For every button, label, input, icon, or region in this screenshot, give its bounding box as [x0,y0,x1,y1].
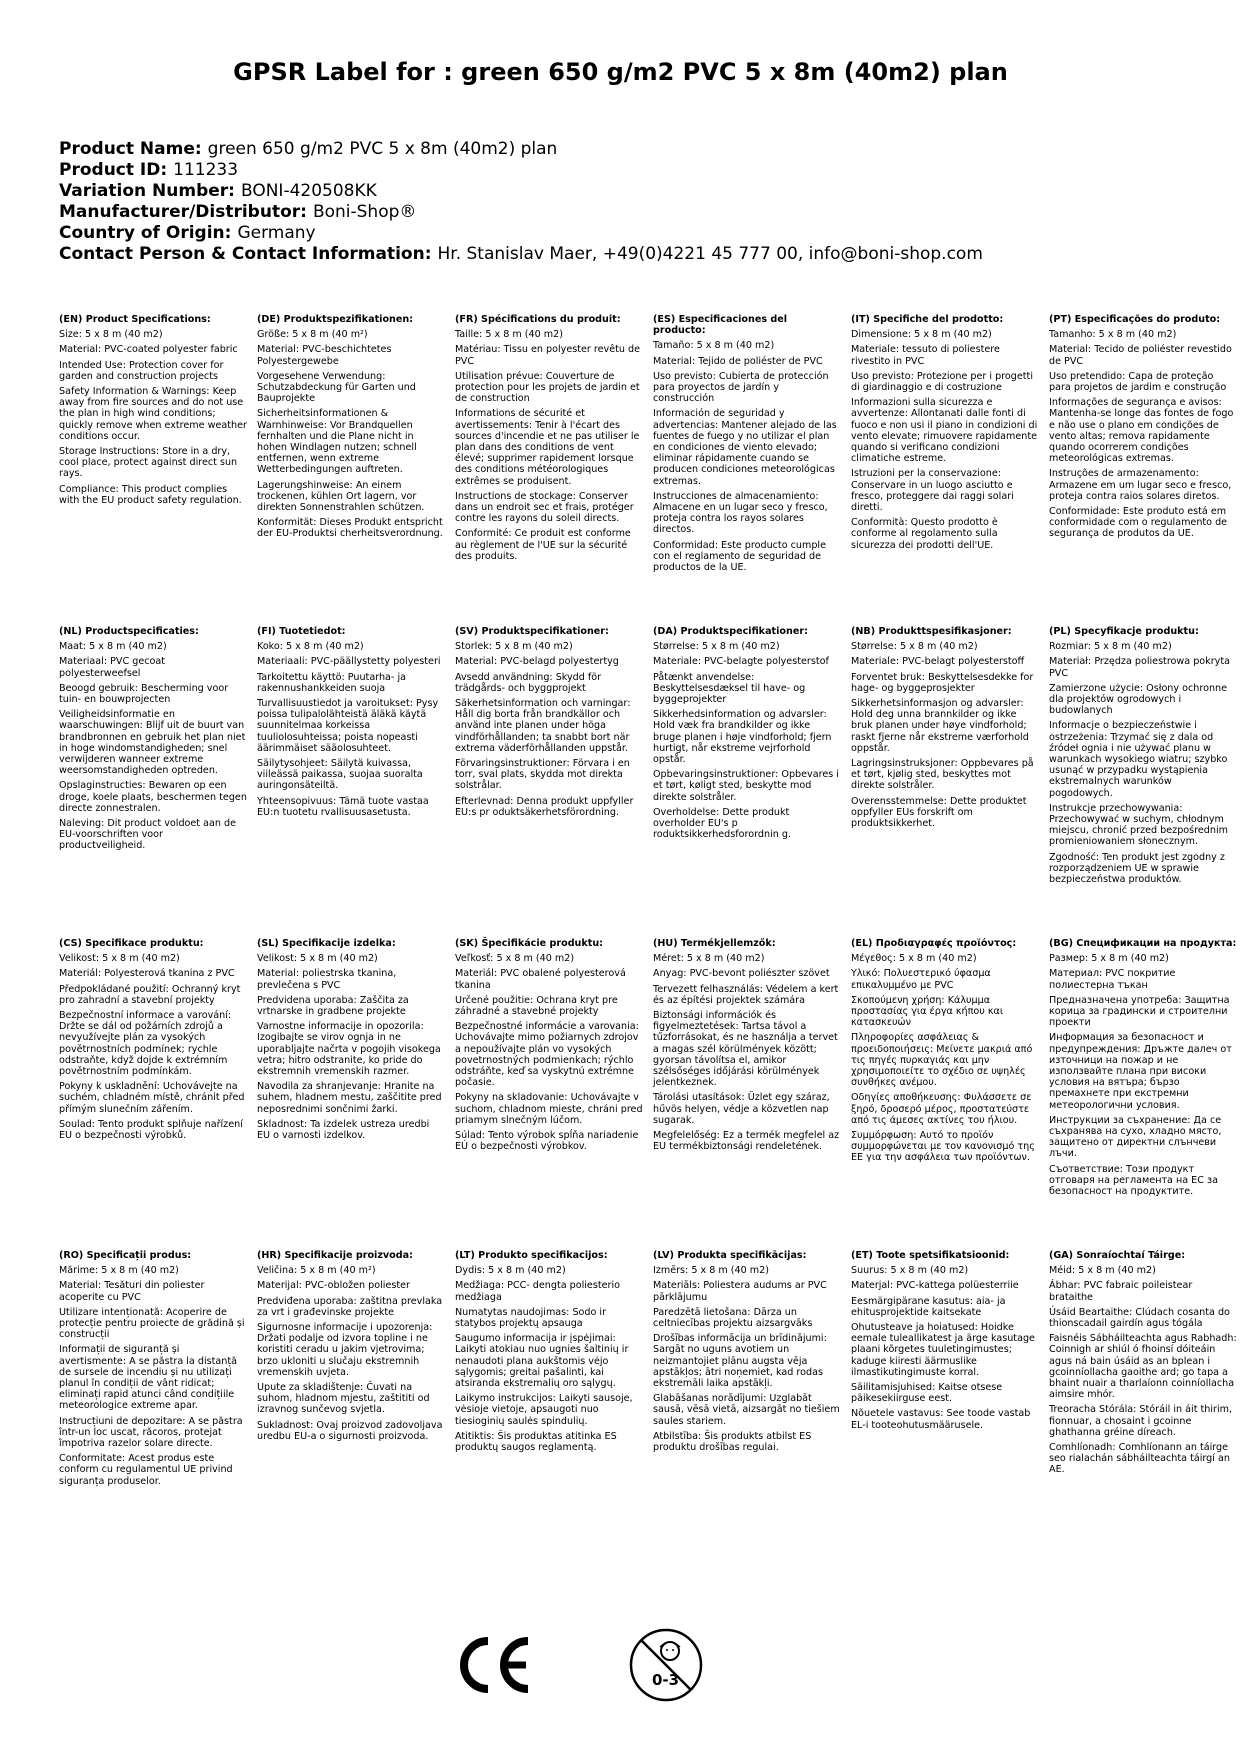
spec-paragraph: Información de seguridad y advertencias: Mantener alejado de las fuentes de fuego y no utilizar el plan en condiciones de viento elevado; eliminar rápidamente cuando se producen condiciones meteorológicas extremas. [653,408,837,487]
spec-row-3 [59,938,1239,1201]
ce-mark-icon [452,1635,534,1695]
spec-column [851,1250,1049,1491]
spec-paragraph: Material: Tesături din poliester acoperite cu PVC [59,1280,205,1303]
spec-paragraph: Materijal: PVC-obložen poliester [257,1280,410,1292]
spec-paragraph: Koko: 5 x 8 m (40 m2) [257,641,364,653]
spec-column [455,626,653,889]
spec-column [851,314,1049,577]
spec-paragraph: Avsedd användning: Skydd för trädgårds- och byggprojekt [455,671,602,694]
spec-heading: (CS) Specifikace produktu: [59,938,204,949]
spec-paragraph: Súlad: Tento výrobok spĺňa nariadenie EÚ o bezpečnosti výrobkov. [455,1130,639,1153]
spec-paragraph: Conformidade: Este produto está em conformidade com o regulamento de segurança de produtos da UE. [1049,506,1228,540]
spec-heading: (GA) Sonraíochtaí Táirge: [1049,1250,1186,1261]
spec-paragraph: Instrukcje przechowywania: Przechowywać w suchym, chłodnym miejscu, chronić przed bezpośrednim promieniowaniem słonecznym. [1049,802,1228,848]
spec-paragraph: Saugumo informacija ir įspėjimai: Laikyti atokiau nuo ugnies šaltinių ir nenaudoti plana aukštomis vėjo sąlygomis; greitai pašalinti, kai atsiranda ekstremalių oro sąlygų. [455,1333,629,1390]
spec-paragraph: Materiál: PVC obalené polyesterová tkanina [455,968,626,991]
spec-paragraph: Instructions de stockage: Conserver dans un endroit sec et frais, protéger contre les rayons du soleil directs. [455,490,634,525]
spec-paragraph: Materjal: PVC-kattega polüesterriie [851,1280,1019,1292]
page-title: GPSR Label for : green 650 g/m2 PVC 5 x 8m (40m2) plan [233,58,1008,86]
info-country-of-origin [59,223,983,244]
info-value: green 650 g/m2 PVC 5 x 8m (40m2) plan [207,139,558,159]
spec-paragraph: Skladnost: Ta izdelek ustreza uredbi EU o varnosti izdelkov. [257,1118,430,1142]
product-info [59,139,983,265]
info-product-name [59,139,983,160]
spec-paragraph: Utilisation prévue: Couverture de protection pour les projets de jardin et de construction [455,370,640,405]
spec-paragraph: Säilitamisjuhised: Kaitse otsese päikesekiirguse eest. [851,1382,1003,1405]
spec-paragraph: Compliance: This product complies with the EU product safety regulation. [59,483,242,506]
spec-column [59,626,257,889]
spec-paragraph: Méid: 5 x 8 m (40 m2) [1049,1265,1156,1277]
spec-paragraph: Biztonsági információk és figyelmeztetések: Tartsa távol a tűzforrásokat, és ne használja a tervet a magas szél körülmények között; gyorsan távolítsa el, amikor szélsőséges időjárási körülmények jelentkeznek. [653,1010,838,1089]
spec-paragraph: Beoogd gebruik: Bescherming voor tuin- en bouwprojecten [59,682,229,706]
spec-paragraph: Predviđena uporaba: zaštitna prevlaka za vrt i građevinske projekte [257,1295,443,1318]
spec-paragraph: Konformität: Dieses Produkt entspricht der EU-Produktsi cherheitsverordnung. [257,517,443,540]
spec-paragraph: Veličina: 5 x 8 m (40 m²) [257,1265,376,1277]
spec-paragraph: Съответствие: Този продукт отговаря на регламента на ЕС за безопасност на продуктите. [1049,1163,1218,1198]
spec-paragraph: Navodila za shranjevanje: Hranite na suhem, hladnem mestu, zaščitite pred neposrednimi sončnimi žarki. [257,1081,442,1115]
spec-heading: (EN) Product Specifications: [59,314,211,325]
spec-paragraph: Sicherheitsinformationen & Warnhinweise: Vor Brandquellen fernhalten und die Plane nicht in hohen Windlagen nutzen; schnell entfernen, wenn extreme Wetterbedingungen auftreten. [257,408,417,476]
spec-heading: (HU) Termékjellemzők: [653,938,776,949]
spec-column [851,938,1049,1201]
spec-heading: (NB) Produkttspesifikasjoner: [851,626,1012,637]
spec-paragraph: Инструкции за съхранение: Да се съхранява на сухо, хладно място, защитено от директни слънчеви лъчи. [1049,1114,1222,1160]
spec-heading: (ET) Toote spetsifikatsioonid: [851,1250,1010,1261]
spec-paragraph: Utilizare intenționată: Acoperire de protecție pentru proiecte de grădină și construcții [59,1306,245,1341]
spec-column [455,938,653,1201]
spec-paragraph: Størrelse: 5 x 8 m (40 m2) [851,641,978,653]
spec-paragraph: Glabāšanas norādījumi: Uzglabāt sausā, vēsā vietā, aizsargāt no tiešiem saules stariem. [653,1393,840,1427]
info-label: Product Name: [59,139,202,159]
spec-paragraph: Opslaginstructies: Bewaren op een droge, koele plaats, beschermen tegen directe zonnestralen. [59,780,247,814]
info-label: Contact Person & Contact Information: [59,244,432,264]
spec-paragraph: Atitiktis: Šis produktas atitinka ES produktų saugos reglamentą. [455,1430,617,1454]
spec-paragraph: Материал: PVC покритие полиестерна тъкан [1049,968,1176,991]
spec-paragraph: Uso pretendido: Capa de proteção para projetos de jardim e construção [1049,370,1227,394]
spec-paragraph: Úsáid Beartaithe: Clúdach cosanta do thionscadail gairdín agus tógála [1049,1306,1230,1330]
spec-paragraph: Materiale: PVC-belagte polyesterstof [653,656,829,668]
spec-column [455,314,653,577]
spec-paragraph: Μέγεθος: 5 x 8 m (40 m2) [851,953,977,965]
spec-paragraph: Förvaringsinstruktioner: Förvara i en torr, sval plats, skydda mot direkta solstrålar. [455,758,630,792]
spec-paragraph: Sikkerhedsinformation og advarsler: Hold væk fra brandkilder og ikke bruge planen i høje vindforhold; fjern hurtigt, når ekstreme vejrforhold opstår. [653,709,832,766]
spec-paragraph: Vorgesehene Verwendung: Schutzabdeckung für Garten und Bauprojekte [257,370,416,405]
spec-paragraph: Izmērs: 5 x 8 m (40 m2) [653,1265,769,1277]
spec-column [653,1250,851,1491]
spec-heading: (EL) Προδιαγραφές προϊόντος: [851,938,1017,949]
spec-column [653,314,851,577]
spec-paragraph: Bezpečnostní informace a varování: Držte se dál od požárních zdrojů a nevyužívejte plán za vysokých povětrnostních podmínek; rychle odstraňte, když dojde k extrémním povětrnostním podmínkám. [59,1010,232,1078]
spec-paragraph: Pokyny k uskladnění: Uchovávejte na suchém, chladném místě, chránit před přímým slunečním zářením. [59,1081,245,1115]
spec-heading: (PL) Specyfikacje produktu: [1049,626,1199,637]
spec-paragraph: Σκοπούμενη χρήση: Κάλυμμα προστασίας για έργα κήπου και κατασκευών [851,994,1004,1029]
spec-paragraph: Overensstemmelse: Dette produktet oppfyller EUs forskrift om produktsikkerhet. [851,795,1027,830]
info-label: Variation Number: [59,181,235,201]
spec-paragraph: Pokyny na skladovanie: Uchovávajte v suchom, chladnom mieste, chráni pred priamym slnečným lúčom. [455,1092,643,1126]
spec-paragraph: Lagringsinstruksjoner: Oppbevares på et tørt, kjølig sted, beskyttes mot direkte solstråler. [851,758,1034,792]
info-label: Country of Origin: [59,223,232,243]
spec-paragraph: Forventet bruk: Beskyttelsesdekke for hage- og byggeprosjekter [851,671,1034,694]
spec-heading: (HR) Specifikacije proizvoda: [257,1250,413,1261]
spec-paragraph: Instrucciones de almacenamiento: Almacene en un lugar seco y fresco, proteja contra los rayos solares directos. [653,490,828,536]
spec-paragraph: Zamierzone użycie: Osłony ochronne dla projektów ogrodowych i budowlanych [1049,682,1228,717]
spec-paragraph: Velikost: 5 x 8 m (40 m2) [59,953,180,965]
spec-paragraph: Veiligheidsinformatie en waarschuwingen: Blijf uit de buurt van brandbronnen en gebruik het plan niet in hoge windomstandigheden; snel verwijderen wanneer extreme weersomstandigheden optreden. [59,709,246,777]
info-variation-number [59,181,983,202]
spec-heading: (FI) Tuotetiedot: [257,626,346,637]
spec-paragraph: Material: Tecido de poliéster revestido de PVC [1049,344,1232,367]
spec-paragraph: Varnostne informacije in opozorila: Izogibajte se virov ognja in ne uporabljajte načrta v pogojih visokega vetra; hitro odstranite, ko pride do ekstremnih vremenskih razmer. [257,1021,441,1078]
spec-paragraph: Numatytas naudojimas: Sodo ir statybos projektų apsauga [455,1306,607,1330]
spec-paragraph: Anyag: PVC-bevont poliészter szövet [653,968,830,980]
spec-paragraph: Informazioni sulla sicurezza e avvertenze: Allontanati dalle fonti di fuoco e non usi il piano in condizioni di vento elevate; rimuovere rapidamente quando si verificano condizioni climatiche estreme. [851,397,1038,465]
spec-heading: (SV) Produktspecifikationer: [455,626,609,637]
spec-paragraph: Tárolási utasítások: Üzlet egy száraz, hűvös helyen, védje a közvetlen nap sugarak. [653,1092,830,1126]
spec-column [257,626,455,889]
spec-paragraph: Veľkosť: 5 x 8 m (40 m2) [455,953,575,965]
spec-paragraph: Dimensione: 5 x 8 m (40 m2) [851,329,992,341]
spec-paragraph: Paredzētā lietošana: Dārza un celtniecības projektu aizsargvāks [653,1306,813,1330]
spec-paragraph: Lagerungshinweise: An einem trockenen, kühlen Ort lagern, vor direkten Sonnenstrahlen schützen. [257,479,425,514]
spec-paragraph: Size: 5 x 8 m (40 m2) [59,329,163,341]
spec-heading: (NL) Productspecificaties: [59,626,199,637]
spec-paragraph: Materiál: Polyesterová tkanina z PVC [59,968,235,980]
spec-column [257,1250,455,1491]
spec-paragraph: Πληροφορίες ασφάλειας & προειδοποιήσεις: Μείνετε μακριά από τις πηγές πυρκαγιάς και μην χρησιμοποιείτε το σχέδιο σε υψηλές συνθήκες ανέμου. [851,1032,1033,1089]
spec-paragraph: Informații de siguranță și avertismente: A se păstra la distanță de sursele de incendiu și nu utilizați planul în condiții de vânt ridicat; eliminați rapid atunci când condițiile meteorologice extreme apar. [59,1344,237,1412]
spec-column [59,314,257,577]
spec-paragraph: Medžiaga: PCC- dengta poliesterio medžiaga [455,1280,620,1303]
spec-paragraph: Größe: 5 x 8 m (40 m²) [257,329,368,341]
spec-paragraph: Rozmiar: 5 x 8 m (40 m2) [1049,641,1172,653]
spec-paragraph: Treoracha Stórála: Stóráil in áit thirim, fionnuar, a chosaint i gcoinne ghathanna gréine díreach. [1049,1404,1233,1438]
spec-paragraph: Sigurnosne informacije i upozorenja: Držati podalje od izvora topline i ne koristiti ceradu u jakim vjetrovima; brzo ukloniti u slučaju ekstremnih vremenskih uvjeta. [257,1322,433,1378]
spec-paragraph: Faisnéis Sábháilteachta agus Rabhadh: Coinnigh ar shiúl ó fhoinsí dóiteáin agus ná bain úsáid as an bplean i gcoinníollacha gaoithe ard; go tapa a bhaint nuair a tharlaíonn coinníollacha aimsire mhór. [1049,1333,1237,1401]
spec-column [59,938,257,1201]
spec-paragraph: Intended Use: Protection cover for garden and construction projects [59,359,224,382]
spec-paragraph: Tamanho: 5 x 8 m (40 m2) [1049,329,1177,341]
spec-heading: (ES) Especificaciones del producto: [653,314,788,337]
spec-paragraph: Storlek: 5 x 8 m (40 m2) [455,641,573,653]
spec-row-4 [59,1250,1239,1491]
spec-paragraph: Οδηγίες αποθήκευσης: Φυλάσσετε σε ξηρό, δροσερό μέρος, προστατεύστε από τις άμεσες ακτίνες του ήλιου. [851,1092,1032,1126]
spec-column [455,1250,653,1491]
spec-paragraph: Istruzioni per la conservazione: Conservare in un luogo asciutto e fresco, proteggere dai raggi solari diretti. [851,468,1014,514]
spec-heading: (SK) Špecifikácie produktu: [455,938,604,949]
not-for-children-0-3-icon [628,1627,704,1703]
spec-column [257,938,455,1201]
spec-paragraph: Material: poliestrska tkanina, prevlečena s PVC [257,968,397,991]
spec-paragraph: Säkerhetsinformation och varningar: Håll dig borta från brandkällor och använd inte planen under höga vindförhållanden; ta snabbt bort när extrema väderförhållanden uppstår. [455,698,631,754]
info-value: Germany [237,223,316,243]
spec-paragraph: Maat: 5 x 8 m (40 m2) [59,641,167,653]
spec-paragraph: Material: PVC-beschichtetes Polyestergewebe [257,344,392,367]
spec-paragraph: Soulad: Tento produkt splňuje nařízení EU o bezpečnosti výrobků. [59,1118,243,1142]
spec-heading: (BG) Спецификации на продукта: [1049,938,1237,949]
spec-paragraph: Информация за безопасност и предупреждения: Дръжте далеч от източници на пожар и не използвайте плана при високи условия на вятъра; бързо премахнете при екстремни метеорологични условия. [1049,1032,1232,1111]
spec-paragraph: Material: Tejido de poliéster de PVC [653,355,823,367]
spec-paragraph: Předpokládané použití: Ochranný kryt pro zahradní a stavební projekty [59,983,241,1006]
spec-paragraph: Conformità: Questo prodotto è conforme al regolamento sulla sicurezza dei prodotti dell'UE. [851,517,998,551]
spec-paragraph: Méret: 5 x 8 m (40 m2) [653,953,765,965]
spec-paragraph: Zgodność: Ten produkt jest zgodny z rozporządzeniem UE w sprawie bezpieczeństwa produktów. [1049,851,1225,886]
info-label: Product ID: [59,160,168,180]
spec-paragraph: Størrelse: 5 x 8 m (40 m2) [653,641,780,653]
info-value: Boni-Shop® [312,202,417,222]
age-range-label: 0-3 [652,1671,680,1689]
spec-paragraph: Tervezett felhasználás: Védelem a kert és az építési projektek számára [653,983,839,1006]
spec-paragraph: Materiāls: Poliestera audums ar PVC pārklājumu [653,1280,827,1303]
spec-paragraph: Efterlevnad: Denna produkt uppfyller EU:s pr oduktsäkerhetsförordning. [455,795,634,818]
spec-paragraph: Sikkerhetsinformasjon og advarsler: Hold deg unna brannkilder og ikke bruk planen under høye vindforhold; raskt fjerne når ekstreme værforhold oppstår. [851,698,1029,754]
spec-paragraph: Conformitate: Acest produs este conform cu regulamentul UE privind siguranța produselor. [59,1453,233,1487]
spec-heading: (LT) Produkto specifikacijos: [455,1250,608,1261]
spec-paragraph: Určené použitie: Ochrana kryt pre záhradné a stavebné projekty [455,994,618,1018]
spec-column [851,626,1049,889]
spec-heading: (RO) Specificații produs: [59,1250,192,1261]
spec-paragraph: Taille: 5 x 8 m (40 m2) [455,329,563,341]
spec-paragraph: Nõuetele vastavus: See toode vastab EL-i tooteohutusmäärusele. [851,1408,1031,1431]
spec-column [1049,314,1241,577]
spec-paragraph: Υλικό: Πολυεστερικό ύφασμα επικαλυμμένο με PVC [851,968,991,991]
spec-paragraph: Предназначена употреба: Защитна корица за градински и строителни проекти [1049,994,1230,1029]
spec-paragraph: Velikost: 5 x 8 m (40 m2) [257,953,378,965]
spec-paragraph: Safety Information & Warnings: Keep away from fire sources and do not use the plan in high wind conditions; quickly remove when extreme weather conditions occur. [59,386,247,442]
spec-column [1049,626,1241,889]
spec-column [653,938,851,1201]
spec-paragraph: Atbilstība: Šis produkts atbilst ES produktu drošības regulai. [653,1430,812,1454]
spec-column [257,314,455,577]
spec-heading: (DE) Produktspezifikationen: [257,314,414,325]
spec-paragraph: Tarkoitettu käyttö: Puutarha- ja rakennushankkeiden suoja [257,671,406,694]
spec-paragraph: Påtænkt anvendelse: Beskyttelsesdæksel til have- og byggeprojekter [653,671,806,706]
spec-paragraph: Overholdelse: Dette produkt overholder EU's p roduktsikkerhedsforordnin g. [653,806,792,841]
spec-paragraph: Размер: 5 x 8 m (40 m2) [1049,953,1169,965]
spec-paragraph: Materiaali: PVC-päällystetty polyesteri [257,656,441,668]
spec-paragraph: Upute za skladištenje: Čuvati na suhom, hladnom mjestu, zaštititi od izravnog sunčevog svjetla. [257,1382,430,1416]
spec-paragraph: Predvidena uporaba: Zaščita za vrtnarske in gradbene projekte [257,994,409,1018]
spec-paragraph: Säilytysohjeet: Säilytä kuivassa, viileässä paikassa, suojaa suoralta auringonsäteiltä. [257,758,423,792]
spec-paragraph: Ohutusteave ja hoiatused: Hoidke eemale tuleallikatest ja ärge kasutage plaani kõrgetes tuuletingimustes; kaduge kiiresti äärmuslike ilmastikutingimuste korral. [851,1322,1035,1378]
info-value: 111233 [173,160,239,180]
spec-paragraph: Materiaal: PVC gecoat polyesterweefsel [59,656,166,679]
spec-heading: (DA) Produktspecifikationer: [653,626,808,637]
spec-paragraph: Instrucțiuni de depozitare: A se păstra într-un loc uscat, răcoros, protejat împotriva razelor solare directe. [59,1415,243,1450]
spec-paragraph: Informations de sécurité et avertissements: Tenir à l'écart des sources d'incendie et ne pas utiliser le plan dans des conditions de vent élevé; supprimer rapidement lorsque des conditions météorologiques extrêmes se produisent. [455,408,640,487]
spec-column [653,626,851,889]
spec-column [1049,938,1241,1201]
info-label: Manufacturer/Distributor: [59,202,307,222]
spec-paragraph: Laikymo instrukcijos: Laikyti sausoje, vėsioje vietoje, apsaugoti nuo tiesioginių saulės spindulių. [455,1393,633,1427]
spec-heading: (PT) Especificações do produto: [1049,314,1221,325]
info-value: Hr. Stanislav Maer, +49(0)4221 45 777 00, info@boni-shop.com [437,244,983,264]
spec-paragraph: Instruções de armazenamento: Armazene em um lugar seco e fresco, proteja contra raios solares diretos. [1049,468,1232,502]
spec-paragraph: Material: PVC-belagd polyestertyg [455,656,619,668]
spec-column [59,1250,257,1491]
spec-paragraph: Conformidad: Este producto cumple con el reglamento de seguridad de productos de la UE. [653,539,826,574]
spec-paragraph: Comhlíonadh: Comhlíonann an táirge seo rialachán sábháilteachta táirgí an AE. [1049,1442,1230,1476]
spec-paragraph: Informações de segurança e avisos: Mantenha-se longe das fontes de fogo e não use o plano em condições de vento altas; remova rapidamente quando ocorrerem condições meteorológicas extremas. [1049,397,1234,465]
spec-heading: (IT) Specifiche del prodotto: [851,314,1004,325]
spec-paragraph: Dydis: 5 x 8 m (40 m2) [455,1265,566,1277]
info-manufacturer [59,202,983,223]
info-product-id [59,160,983,181]
spec-paragraph: Materiale: tessuto di poliestere rivestito in PVC [851,344,1000,367]
spec-paragraph: Uso previsto: Cubierta de protección para proyectos de jardín y construcción [653,370,829,405]
spec-paragraph: Eesmärgipärane kasutus: aia- ja ehitusprojektide kaitsekate [851,1295,1006,1318]
info-contact [59,244,983,265]
spec-paragraph: Uso previsto: Protezione per i progetti di giardinaggio e di costruzione [851,370,1033,394]
spec-paragraph: Informacje o bezpieczeństwie i ostrzeżenia: Trzymać się z dala od źródeł ognia i nie używać planu w warunkach wysokiego wiatru; szybko usunąć w przypadku wystąpienia ekstremalnych warunków pogodowych. [1049,720,1228,799]
spec-paragraph: Turvallisuustiedot ja varoitukset: Pysy poissa tulipalolähteistä äläkä käytä suunnitelmaa korkeissa tuuliolosuhteissa; poista nopeasti äärimmäiset sääolosuhteet. [257,698,439,754]
spec-paragraph: Materiale: PVC-belagt polyesterstoff [851,656,1025,668]
spec-paragraph: Bezpečnostné informácie a varovania: Uchovávajte mimo požiarnych zdrojov a nepoužívajte plán vo vysokých povetrnostných podmienkach; rýchlo odstráňte, keď sa vyskytnú extrémne počasie. [455,1021,639,1089]
spec-paragraph: Matériau: Tissu en polyester revêtu de PVC [455,344,641,367]
spec-paragraph: Opbevaringsinstruktioner: Opbevares i et tørt, køligt sted, beskytte mod direkte solstråler. [653,769,839,803]
spec-row-1 [59,314,1239,577]
spec-heading: (LV) Produkta specifikācijas: [653,1250,807,1261]
spec-paragraph: Συμμόρφωση: Αυτό το προϊόν συμμορφώνεται με τον κανονισμό της ΕΕ για την ασφάλεια των προϊόντων. [851,1130,1035,1164]
spec-paragraph: Ábhar: PVC fabraic poileistear brataithe [1049,1280,1193,1303]
spec-paragraph: Mărime: 5 x 8 m (40 m2) [59,1265,179,1277]
spec-row-2 [59,626,1239,889]
spec-heading: (SL) Specifikacije izdelka: [257,938,396,949]
spec-paragraph: Materiał: Przędza poliestrowa pokryta PVC [1049,656,1230,679]
spec-paragraph: Suurus: 5 x 8 m (40 m2) [851,1265,969,1277]
spec-heading: (FR) Spécifications du produit: [455,314,621,325]
spec-paragraph: Yhteensopivuus: Tämä tuote vastaa EU:n tuotetu rvallisuusasetusta. [257,795,429,818]
info-value: BONI-420508KK [240,181,377,201]
spec-column [1049,1250,1241,1491]
spec-paragraph: Megfelelőség: Ez a termék megfelel az EU termékbiztonsági rendeletének. [653,1130,840,1153]
spec-paragraph: Naleving: Dit product voldoet aan de EU-voorschriften voor productveiligheid. [59,818,236,852]
spec-paragraph: Material: PVC-coated polyester fabric [59,344,238,356]
spec-paragraph: Storage Instructions: Store in a dry, cool place, protect against direct sun rays. [59,446,238,480]
spec-paragraph: Drošības informācija un brīdinājumi: Sargāt no uguns avotiem un neizmantojiet plānu augsta vēja apstākļos; ātri noņemiet, kad rodas ekstremāli laika apstākļi. [653,1333,827,1390]
spec-paragraph: Conformité: Ce produit est conforme au règlement de l'UE sur la sécurité des produits. [455,528,631,562]
spec-paragraph: Tamaño: 5 x 8 m (40 m2) [653,340,775,352]
spec-paragraph: Sukladnost: Ovaj proizvod zadovoljava uredbu EU-a o sigurnosti proizvoda. [257,1419,443,1442]
